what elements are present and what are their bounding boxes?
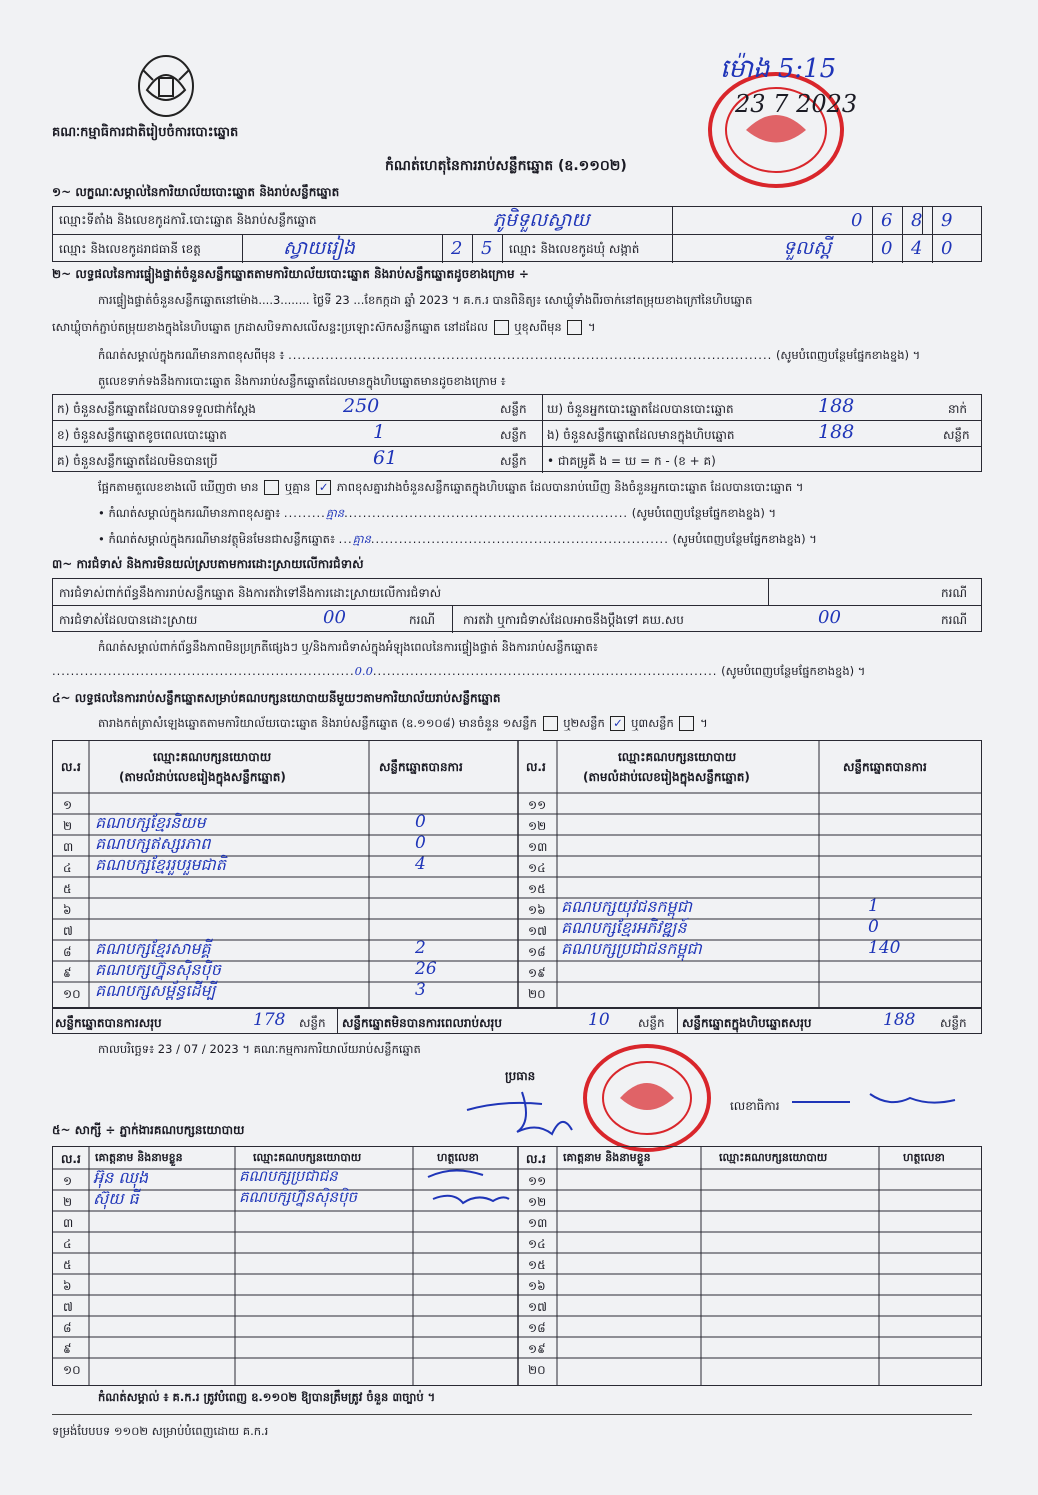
figures-table bbox=[52, 394, 982, 472]
two-sheet-label: ឬ២សន្លឹក bbox=[563, 716, 605, 730]
witness-row-party: គណបក្សហ្វ៊ុនស៊ិនប៉ិច bbox=[239, 1188, 357, 1206]
result-row-no: ១០ bbox=[63, 987, 81, 1001]
result-row-no: ៨ bbox=[63, 945, 72, 959]
witness-row-no: ១៧ bbox=[528, 1300, 547, 1314]
footer-divider bbox=[52, 1414, 972, 1415]
witness-row-no: ១០ bbox=[63, 1363, 81, 1377]
witness-row-no: ៣ bbox=[63, 1216, 74, 1230]
province-name: ស្វាយរៀង bbox=[283, 237, 355, 259]
in-box-label: ង) ចំនួនសន្លឹកឆ្នោតដែលមានក្នុងហិបឆ្នោត bbox=[547, 428, 735, 442]
result-row-votes: 26 bbox=[415, 959, 437, 979]
three-sheet-checkbox[interactable] bbox=[679, 716, 694, 731]
result-row-no: ៩ bbox=[63, 966, 72, 980]
witness-row-no: ២ bbox=[63, 1195, 73, 1209]
commune-code-1: 0 bbox=[881, 238, 893, 259]
result-row-party: គណបក្សឥស្សរភាព bbox=[95, 834, 211, 853]
witness-signatures bbox=[423, 1165, 513, 1215]
witness-row-no: ១១ bbox=[528, 1174, 547, 1188]
witness-col-name-right: គោត្តនាម និងនាមខ្លួន bbox=[563, 1151, 651, 1164]
result-row-no: ១៨ bbox=[528, 945, 546, 959]
witness-row-name: អ៊ុន ឈុង bbox=[93, 1168, 149, 1187]
result-row-no: ១៩ bbox=[528, 966, 546, 980]
secretary-label: លេខាធិការ bbox=[730, 1099, 780, 1113]
total-invalid-label: សន្លឹកឆ្នោតមិនបានការពេលរាប់សរុប bbox=[342, 1016, 502, 1030]
in-box-unit: សន្លឹក bbox=[943, 428, 970, 442]
resolved-label: ការជំទាស់ដែលបានដោះស្រាយ bbox=[59, 613, 198, 627]
result-row-party: គណបក្សសម្ព័ន្ធដើម្បី bbox=[95, 981, 216, 1000]
bullet-difference: • កំណត់សម្គាល់ក្នុងករណីមានភាពខុសគ្នា៖ .........គ្មាន............................................................. (សូមបំពេញបន្ថែមផ្នែកខាងខ្នង) ។ bbox=[98, 506, 777, 520]
section1-table bbox=[52, 206, 982, 262]
witness-row-no: ១៨ bbox=[528, 1321, 546, 1335]
witness-col-party-left: ឈ្មោះគណបក្សនយោបាយ bbox=[253, 1151, 362, 1164]
formula: • ជាគម្រូគឺ ង = ឃ = ក - (ខ + គ) bbox=[547, 454, 716, 468]
section2-title: ២~ លទ្ធផលនៃការផ្ទៀងផ្ទាត់ចំនួនសន្លឹកឆ្នោតតាមការិយាល័យបោះឆ្នោត និងរាប់សន្លឹកឆ្នោតដូចខាងក្រោម ÷ bbox=[52, 267, 529, 281]
witness-row-no: ១៥ bbox=[528, 1258, 546, 1272]
results-col-votes-left: សន្លឹកឆ្នោតបានការ bbox=[379, 760, 463, 774]
witness-row-no: ៧ bbox=[63, 1300, 73, 1314]
result-row-no: ១៤ bbox=[528, 861, 546, 875]
result-row-no: ១២ bbox=[528, 819, 547, 833]
result-row-no: ៦ bbox=[63, 903, 72, 917]
official-stamp-bottom bbox=[582, 1042, 712, 1158]
complaints-table bbox=[52, 578, 982, 632]
tally-sheet-text: តារាងកត់ត្រាសំឡេងឆ្នោតតាមការិយាល័យបោះឆ្នោត និងរាប់សន្លឹកឆ្នោត (ឧ.១១០៨) មានចំនួន ១សន្លឹក bbox=[98, 716, 537, 730]
witness-row-name: ស៊ុយ ធី bbox=[93, 1189, 139, 1208]
result-row-no: ១៥ bbox=[528, 882, 546, 896]
witness-col-party-right: ឈ្មោះគណបក្សនយោបាយ bbox=[719, 1151, 828, 1164]
form-note: កំណត់សម្គាល់ ៖ គ.ក.រ ត្រូវបំពេញ ឧ.១១០២ ឱ្យបានត្រឹមត្រូវ ចំនួន ៣ច្បាប់ ។ bbox=[98, 1390, 436, 1404]
secretary-signature bbox=[790, 1088, 960, 1118]
witness-row-no: ១៩ bbox=[528, 1342, 546, 1356]
results-col-party-sub-left: (តាមលំដាប់លេខរៀងក្នុងសន្លឹកឆ្នោត) bbox=[119, 770, 286, 784]
witness-col-no-right: ល.រ bbox=[526, 1152, 546, 1166]
province-code-2: 5 bbox=[481, 238, 493, 259]
witness-row-no: ២០ bbox=[528, 1363, 546, 1377]
witness-row-no: ៩ bbox=[63, 1342, 72, 1356]
total-valid-unit: សន្លឹក bbox=[299, 1016, 326, 1030]
commune-code-3: 0 bbox=[941, 238, 953, 259]
result-row-no: ១៦ bbox=[528, 903, 546, 917]
resolved-unit: ករណី bbox=[409, 613, 436, 627]
commune-label: ឈ្មោះ និងលេខកូដឃុំ សង្កាត់ bbox=[509, 242, 640, 256]
bullet-foreign-tail: (សូមបំពេញបន្ថែមផ្នែកខាងខ្នង) ។ bbox=[672, 532, 817, 546]
section4-title: ៤~ លទ្ធផលនៃការរាប់សន្លឹកឆ្នោតសម្រាប់គណបក្សនយោបាយនីមួយៗតាមការិយាល័យរាប់សន្លឹកឆ្នោត bbox=[52, 691, 501, 705]
commune-name: ទួលស្តី bbox=[783, 237, 832, 259]
verification-line-1: ការផ្ទៀងផ្ទាត់ចំនួនសន្លឹកឆ្នោតនៅម៉ោង....3........ ថ្ងៃទី 23 ...ខែកក្កដា ឆ្នាំ 2023 ។ គ.ក.រ បានពិនិត្យ៖ សោឃ្លុំទាំងពីរចាក់នៅតម្រុយខាងក្រៅនៃហិបឆ្នោត bbox=[98, 293, 753, 307]
bullet-foreign-object: • កំណត់សម្គាល់ក្នុងករណីមានវត្ថុមិនមែនជាសន្លឹកឆ្នោត៖ ...គ្មាន................................................................ (សូមបំពេញបន្ថែមផ្នែកខាងខ្នង) ។ bbox=[98, 532, 817, 546]
result-row-no: ៣ bbox=[63, 840, 74, 854]
witness-row-no: ៥ bbox=[63, 1258, 72, 1272]
chair-label: ប្រធាន bbox=[505, 1069, 536, 1083]
witness-row-party: គណបក្សប្រជាជន bbox=[239, 1167, 338, 1185]
difference-yes-checkbox[interactable] bbox=[264, 480, 279, 495]
result-row-votes: 0 bbox=[868, 917, 879, 937]
section1-title: ១~ លក្ខណៈសម្គាល់នៃការិយាល័យបោះឆ្នោត និងរាប់សន្លឹកឆ្នោត bbox=[52, 185, 340, 199]
commune-code-2: 4 bbox=[911, 238, 923, 259]
total-box-label: សន្លឹកឆ្នោតក្នុងហិបឆ្នោតសរុប bbox=[682, 1016, 812, 1030]
difference-note-line: កំណត់សម្គាល់ក្នុងករណីមានភាពខុសពីមុន ៖ ........................................................................................................ (សូមបំពេញបន្ថែមផ្នែកខាងខ្នង) ។ bbox=[98, 348, 921, 362]
bullet-foreign-label: • កំណត់សម្គាល់ក្នុងករណីមានវត្ថុមិនមែនជាសន្លឹកឆ្នោត៖ bbox=[98, 532, 336, 546]
results-table bbox=[52, 740, 982, 1008]
verification-line-2-text: សោឃ្លុំចាក់ភ្ជាប់តម្រុយខាងក្នុងនៃហិបឆ្នោត ក្រដាសបិទភាសលើសន្ទះប្រឡោះស៊កសន្លឹកឆ្នោត នៅដដែល bbox=[52, 320, 488, 334]
difference-note-label: កំណត់សម្គាល់ក្នុងករណីមានភាពខុសពីមុន ៖ bbox=[98, 348, 285, 362]
irregularity-note: កំណត់សម្គាល់ពាក់ព័ន្ធនឹងភាពមិនប្រក្រតីផ្សេងៗ ឬ/និងការជំទាស់ក្នុងអំឡុងពេលនៃការផ្ទៀងផ្ទាត់ និងការរាប់សន្លឹកឆ្នោត៖ bbox=[98, 640, 598, 654]
date-line: កាលបរិច្ឆេទ៖ 23 / 07 / 2023 ។ គណៈកម្មការការិយាល័យរាប់សន្លឹកឆ្នោត bbox=[98, 1042, 421, 1056]
witness-col-sign-left: ហត្ថលេខា bbox=[437, 1151, 479, 1164]
form-title: កំណត់ហេតុនៃការរាប់សន្លឹកឆ្នោត (ឧ.១១០២) bbox=[385, 158, 627, 174]
witness-row-no: ១៦ bbox=[528, 1279, 546, 1293]
one-sheet-checkbox[interactable] bbox=[543, 716, 558, 731]
total-invalid-value: 10 bbox=[588, 1010, 610, 1030]
witness-row-no: ៦ bbox=[63, 1279, 72, 1293]
appeal-unit: ករណី bbox=[941, 613, 968, 627]
comparison-text: ផ្អែកតាមតួលេខខាងលើ ឃើញថា មាន bbox=[98, 480, 259, 494]
results-col-votes-right: សន្លឹកឆ្នោតបានការ bbox=[843, 760, 927, 774]
polling-station-label: ឈ្មោះទីតាំង និងលេខកូដការិ.បោះឆ្នោត និងរាប់សន្លឹកឆ្នោត bbox=[59, 213, 317, 227]
voters-unit: នាក់ bbox=[948, 402, 968, 416]
spoiled-value: 1 bbox=[373, 421, 386, 443]
unchanged-checkbox[interactable] bbox=[494, 320, 509, 335]
irregularity-note-line: .................................................................0.0.......................................................................... (សូមបំពេញបន្ថែមផ្នែកខាងខ្នង) ។ bbox=[52, 664, 866, 678]
result-row-party: គណបក្សខ្មែរសាមគ្គី bbox=[95, 939, 211, 958]
result-row-votes: 0 bbox=[415, 833, 426, 853]
result-row-party: គណបក្សប្រជាជនកម្ពុជា bbox=[561, 939, 702, 958]
voters-label: ឃ) ចំនួនអ្នកបោះឆ្នោតដែលបានបោះឆ្នោត bbox=[547, 402, 734, 416]
handwritten-time: ម៉ោង 5:15 bbox=[720, 54, 837, 84]
station-code-3: 8 bbox=[911, 210, 923, 231]
tally-sheet-line: តារាងកត់ត្រាសំឡេងឆ្នោតតាមការិយាល័យបោះឆ្នោត និងរាប់សន្លឹកឆ្នោត (ឧ.១១០៨) មានចំនួន ១សន្លឹក ឬ២សន្លឹក ✓ ឬ៣សន្លឹក ។ bbox=[98, 716, 708, 730]
bullet-difference-value: គ្មាន bbox=[325, 506, 345, 520]
unused-label: គ) ចំនួនសន្លឹកឆ្នោតដែលមិនបានប្រើ bbox=[57, 454, 218, 468]
witness-col-sign-right: ហត្ថលេខា bbox=[903, 1151, 945, 1164]
witness-row-no: ១៤ bbox=[528, 1237, 546, 1251]
chair-signature bbox=[462, 1082, 592, 1146]
complaints-row-label: ការជំទាស់ពាក់ព័ន្ធនឹងការរាប់សន្លឹកឆ្នោត និងការតវ៉ាទៅនឹងការដោះស្រាយលើការជំទាស់ bbox=[59, 586, 442, 600]
province-code-1: 2 bbox=[451, 238, 463, 259]
irregularity-note-tail: (សូមបំពេញបន្ថែមផ្នែកខាងខ្នង) ។ bbox=[721, 664, 866, 678]
result-row-no: ១៣ bbox=[528, 840, 548, 854]
in-box-value: 188 bbox=[818, 421, 855, 443]
handwritten-date: 23 7 2023 bbox=[735, 90, 858, 118]
witness-table bbox=[52, 1146, 982, 1386]
nec-emblem bbox=[135, 50, 197, 120]
results-col-party-sub-right: (តាមលំដាប់លេខរៀងក្នុងសន្លឹកឆ្នោត) bbox=[583, 770, 750, 784]
witness-col-no-left: ល.រ bbox=[61, 1152, 81, 1166]
results-col-no-right: ល.រ bbox=[526, 760, 546, 774]
changed-label: ឬខុសពីមុន bbox=[514, 320, 562, 334]
province-label: ឈ្មោះ និងលេខកូដរាជធានី ខេត្ត bbox=[59, 242, 201, 256]
result-row-votes: 4 bbox=[415, 854, 426, 874]
station-code-1: 0 bbox=[851, 210, 863, 231]
difference-no-checkbox[interactable]: ✓ bbox=[316, 480, 331, 495]
figures-intro: តួលេខទាក់ទងនឹងការបោះឆ្នោត និងការរាប់សន្លឹកឆ្នោតដែលមានក្នុងហិបឆ្នោតមានដូចខាងក្រោម ៖ bbox=[98, 374, 506, 388]
three-sheet-label: ឬ៣សន្លឹក bbox=[631, 716, 674, 730]
witness-row-no: ៨ bbox=[63, 1321, 72, 1335]
witness-row-no: ៤ bbox=[63, 1237, 72, 1251]
result-row-party: គណបក្សខ្មែររួបរួមជាតិ bbox=[95, 855, 226, 874]
result-row-party: គណបក្សខ្មែរនិយម bbox=[95, 813, 206, 832]
result-row-party: គណបក្សយុវជនកម្ពុជា bbox=[561, 897, 692, 916]
form-footer: ទម្រង់បែបបទ ១១០២ សម្រាប់បំពេញដោយ គ.ក.រ bbox=[52, 1424, 269, 1438]
result-row-no: ១១ bbox=[528, 798, 547, 812]
result-row-votes: 1 bbox=[868, 896, 879, 916]
result-row-no: ៤ bbox=[63, 861, 72, 875]
bullet-difference-label: • កំណត់សម្គាល់ក្នុងករណីមានភាពខុសគ្នា៖ bbox=[98, 506, 281, 520]
total-valid-label: សន្លឹកឆ្នោតបានការសរុប bbox=[55, 1016, 162, 1030]
irregularity-note-value: 0.0 bbox=[354, 664, 373, 678]
received-label: ក) ចំនួនសន្លឹកឆ្នោតដែលបានទទួលជាក់ស្តែង bbox=[57, 402, 256, 416]
witness-row-no: ១២ bbox=[528, 1195, 547, 1209]
witness-row-no: ១៣ bbox=[528, 1216, 548, 1230]
result-row-no: ២ bbox=[63, 819, 73, 833]
station-code-2: 6 bbox=[881, 210, 893, 231]
complaints-unit: ករណី bbox=[941, 586, 968, 600]
result-row-votes: 2 bbox=[415, 938, 426, 958]
unused-unit: សន្លឹក bbox=[500, 454, 527, 468]
result-row-no: ៥ bbox=[63, 882, 72, 896]
difference-no-label: ឬគ្មាន bbox=[284, 480, 311, 494]
section5-title: ៥~ សាក្សី ÷ ភ្នាក់ងារគណបក្សនយោបាយ bbox=[52, 1123, 245, 1137]
bullet-difference-tail: (សូមបំពេញបន្ថែមផ្នែកខាងខ្នង) ។ bbox=[631, 506, 777, 520]
two-sheet-checkbox[interactable]: ✓ bbox=[610, 716, 625, 731]
voters-value: 188 bbox=[818, 395, 855, 417]
witness-col-name-left: គោត្តនាម និងនាមខ្លួន bbox=[95, 1151, 183, 1164]
difference-note-tail: (សូមបំពេញបន្ថែមផ្នែកខាងខ្នង) ។ bbox=[775, 348, 921, 362]
appeal-value: 00 bbox=[818, 607, 841, 628]
verification-line-2: សោឃ្លុំចាក់ភ្ជាប់តម្រុយខាងក្នុងនៃហិបឆ្នោត ក្រដាសបិទភាសលើសន្ទះប្រឡោះស៊កសន្លឹកឆ្នោត នៅដដែល ឬខុសពីមុន ។ bbox=[52, 320, 596, 334]
section3-title: ៣~ ការជំទាស់ និងការមិនយល់ស្របតាមការដោះស្រាយលើការជំទាស់ bbox=[52, 557, 364, 571]
witness-row-no: ១ bbox=[63, 1174, 73, 1188]
polling-station-name: ភូមិទួលស្វាយ bbox=[493, 209, 590, 231]
received-unit: សន្លឹក bbox=[500, 402, 527, 416]
spoiled-label: ខ) ចំនួនសន្លឹកឆ្នោតខូចពេលបោះឆ្នោត bbox=[57, 428, 227, 442]
resolved-value: 00 bbox=[323, 607, 346, 628]
result-row-no: ១ bbox=[63, 798, 73, 812]
result-row-votes: 140 bbox=[868, 938, 901, 958]
changed-checkbox[interactable] bbox=[567, 320, 582, 335]
total-box-value: 188 bbox=[883, 1010, 916, 1030]
total-valid-value: 178 bbox=[253, 1010, 286, 1030]
result-row-votes: 0 bbox=[415, 812, 426, 832]
result-row-no: ២០ bbox=[528, 987, 546, 1001]
comparison-line bbox=[98, 480, 803, 497]
committee-name: គណៈកម្មាធិការជាតិរៀបចំការបោះឆ្នោត bbox=[52, 125, 239, 140]
result-row-party: គណបក្សខ្មែរអភិវឌ្ឍន៍ bbox=[561, 918, 687, 937]
totals-row bbox=[52, 1008, 982, 1034]
result-row-party: គណបក្សហ្វ៊ុនស៊ិនប៉ិច bbox=[95, 960, 221, 979]
results-col-no-left: ល.រ bbox=[61, 760, 81, 774]
results-col-party-left: ឈ្មោះគណបក្សនយោបាយ bbox=[153, 750, 272, 764]
total-invalid-unit: សន្លឹក bbox=[638, 1016, 665, 1030]
result-row-no: ៧ bbox=[63, 924, 73, 938]
total-box-unit: សន្លឹក bbox=[940, 1016, 967, 1030]
bullet-foreign-value: គ្មាន bbox=[352, 532, 371, 546]
unused-value: 61 bbox=[373, 447, 398, 469]
result-row-no: ១៧ bbox=[528, 924, 547, 938]
spoiled-unit: សន្លឹក bbox=[500, 428, 527, 442]
received-value: 250 bbox=[343, 395, 380, 417]
station-code-4: 9 bbox=[941, 210, 953, 231]
results-col-party-right: ឈ្មោះគណបក្សនយោបាយ bbox=[618, 750, 737, 764]
result-row-votes: 3 bbox=[415, 980, 426, 1000]
appeal-label: ការតវ៉ា ឬការជំទាស់ដែលអាចនឹងប្តឹងទៅ គឃ.សប bbox=[463, 613, 684, 627]
comparison-tail: ភាពខុសគ្នារវាងចំនួនសន្លឹកឆ្នោតក្នុងហិបឆ្នោត ដែលបានរាប់ឃើញ និងចំនួនអ្នកបោះឆ្នោត ដែលបានបោះឆ្នោត ។ bbox=[336, 480, 804, 494]
